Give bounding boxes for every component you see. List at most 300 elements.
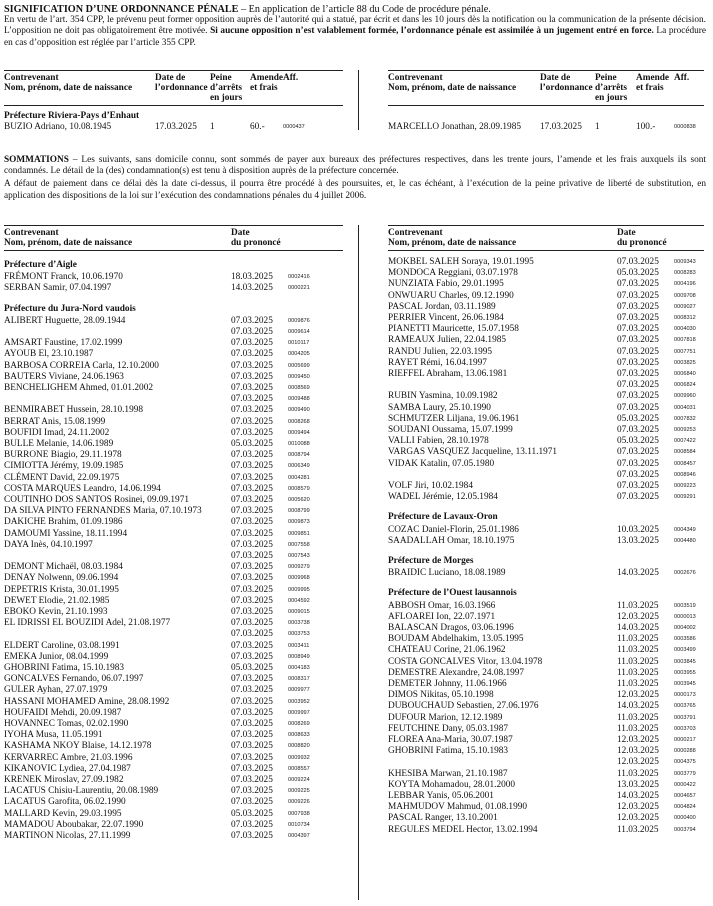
affaire-number: 0003779 [674, 770, 696, 777]
contrevenant-name: BOUDAM Abdelhakim, 13.05.1995 [388, 634, 524, 645]
affaire-number: 0004030 [674, 326, 696, 333]
hdr-date-2: l’ordonnance [155, 83, 208, 93]
contrevenant-name: DEMONT Michaël, 08.03.1984 [4, 562, 123, 573]
prononce-date: 07.03.2025 [617, 324, 659, 335]
prononce-date: 12.03.2025 [617, 611, 659, 622]
prononce-date: 07.03.2025 [617, 458, 659, 469]
prononce-date: 07.03.2025 [231, 562, 273, 573]
hdr-date-1: Date [617, 228, 636, 238]
affaire-number: 0004657 [674, 793, 696, 800]
prononce-dates [617, 701, 674, 712]
prononce-date: 07.03.2025 [617, 380, 659, 391]
prononce-date: 07.03.2025 [231, 394, 273, 405]
list-item [388, 313, 704, 324]
contrevenant-name: MARCELLO Jonathan, 28.09.1985 [388, 122, 521, 132]
prononce-date: 07.03.2025 [231, 629, 273, 640]
prononce-dates [617, 447, 674, 458]
prononce-date: 07.03.2025 [231, 506, 273, 517]
contrevenant-name: EMEKA Junior, 08.04.1999 [4, 651, 109, 662]
prononce-dates [231, 719, 288, 730]
prononce-date: 07.03.2025 [617, 279, 659, 290]
list-item [388, 634, 704, 645]
prononce-date: 07.03.2025 [617, 346, 659, 357]
contrevenant-name: DEMETER Johnny, 11.06.1966 [388, 679, 507, 690]
prononce-dates [617, 568, 674, 579]
list-item [388, 436, 704, 447]
prononce-dates [231, 730, 288, 741]
prononce-dates [617, 436, 674, 447]
affaire-number: 0009960 [674, 393, 696, 400]
prononce-dates [617, 291, 674, 302]
contrevenant-name: KRENEK Miroslav, 27.09.1982 [4, 775, 124, 786]
prononce-date: 12.03.2025 [617, 746, 659, 757]
list-item [4, 663, 343, 674]
prononce-date: 14.03.2025 [617, 791, 659, 802]
list-item [388, 690, 704, 701]
list-item [4, 316, 343, 338]
prononce-date: 18.03.2025 [231, 272, 273, 283]
list-item [4, 272, 343, 283]
contrevenant-name: NUNZIATA Fabio, 29.01.1995 [388, 279, 504, 290]
list-item [4, 517, 343, 528]
contrevenant-name: RAMEAUX Julien, 22.04.1985 [388, 335, 507, 346]
affaire-number: 0004480 [674, 537, 696, 544]
list-item [4, 529, 343, 540]
prononce-dates [231, 618, 288, 640]
affaire-number: 0002416 [288, 274, 310, 281]
sommations-paragraph-2: A défaut de paiement dans ce délai dès la date ci-dessus, il pourra être procédé à des poursuites, et, le cas échéant, à l’exécution de la peine privative de liberté de substitution, en application des dispositions de la loi sur l’exécution des condamnations pénales du 4 juillet 2006. [4, 179, 706, 201]
prononce-dates [231, 596, 288, 607]
hdr-peine-2: d’arrêts [210, 83, 243, 93]
ordonnance-table-right [388, 70, 704, 133]
contrevenant-name: MAMADOU Aboubakar, 22.07.1990 [4, 819, 144, 830]
affaire-number: 0008268 [288, 418, 310, 425]
affaire-number: 0009851 [288, 530, 310, 537]
prononce-dates [617, 302, 674, 313]
affaire-number: 0007558 [288, 541, 310, 548]
affaire-numbers [674, 791, 704, 802]
prononce-date: 07.03.2025 [231, 573, 273, 584]
para-tail: La procédure en cas d’opposition est réglée par l’article 355 CPP. [4, 26, 706, 48]
affaire-number: 0009226 [288, 799, 310, 806]
list-item [4, 506, 343, 517]
sommations-list-left [4, 225, 343, 842]
affaire-number: 0009253 [674, 427, 696, 434]
prononce-dates [231, 831, 288, 842]
contrevenant-name: CHATEAU Corine, 21.06.1962 [388, 645, 506, 656]
affaire-numbers [674, 313, 704, 324]
prononce-date: 07.03.2025 [617, 335, 659, 346]
affaire-numbers [288, 820, 338, 831]
affaire-number: 0009224 [288, 777, 310, 784]
prononce-date: 10.03.2025 [617, 524, 659, 535]
prononce-date: 12.03.2025 [617, 813, 659, 824]
hdr-contrevenant: Contrevenant [388, 73, 443, 83]
prononce-dates [231, 361, 288, 372]
affaire-number: 0003794 [674, 826, 696, 833]
prononce-date: 07.03.2025 [617, 402, 659, 413]
list-item [388, 481, 704, 492]
list-item [388, 369, 704, 391]
list-item [388, 769, 704, 780]
list-item [4, 708, 343, 719]
contrevenant-name: KIKANOVIC Lydiea, 27.04.1987 [4, 763, 131, 774]
affaire-numbers [288, 338, 338, 349]
prononce-date: 07.03.2025 [231, 775, 273, 786]
list-item [4, 573, 343, 584]
list-item [388, 268, 704, 279]
list-item [4, 361, 343, 372]
prononce-date: 05.03.2025 [231, 438, 273, 449]
prononce-date: 05.03.2025 [617, 268, 659, 279]
contrevenant-name: COSTA GONCALVES Vitor, 13.04.1978 [388, 656, 543, 667]
affaire-number: 0009015 [288, 609, 310, 615]
affaire-number: 0004281 [288, 474, 310, 481]
contrevenant-name: BALASCAN Dragos, 03.06.1996 [388, 623, 514, 634]
prononce-date: 07.03.2025 [231, 551, 273, 561]
contrevenant-name: DA SILVA PINTO FERNANDES Maria, 07.10.1973 [4, 506, 202, 517]
section-heading: Préfecture de Lavaux-Oron [388, 512, 498, 523]
prononce-dates [231, 573, 288, 584]
hdr-name: Nom, prénom, date de naissance [4, 238, 133, 248]
contrevenant-name: PIANETTI Mauricette, 15.07.1958 [388, 324, 519, 335]
prononce-dates [231, 349, 288, 360]
affaire-number: 0007818 [674, 337, 696, 344]
contrevenant-name: GONCALVES Fernando, 06.07.1997 [4, 674, 144, 685]
affaire-numbers [288, 417, 338, 428]
prononce-dates [617, 645, 674, 656]
affaire-numbers [674, 268, 704, 279]
ordonnance-header-right [388, 70, 704, 106]
prononce-date: 12.03.2025 [617, 757, 659, 768]
affaire-numbers [674, 459, 704, 481]
list-item [388, 724, 704, 735]
affaire-number: 0003499 [674, 647, 696, 654]
list-item [4, 372, 343, 383]
affaire-number: 0009876 [288, 317, 310, 324]
affaire-numbers [674, 291, 704, 302]
prononce-date: 07.03.2025 [231, 730, 273, 741]
affaire-number: 0007543 [288, 553, 310, 559]
affaire-number: 0007832 [674, 415, 696, 422]
column-divider-top [358, 70, 359, 130]
hdr-date-1: Date de [540, 73, 571, 83]
affaire-numbers [674, 536, 704, 547]
prononce-dates [617, 713, 674, 724]
affaire-number: 0003955 [674, 669, 696, 676]
affaire-numbers [674, 690, 704, 701]
affaire-numbers [674, 492, 704, 503]
prononce-dates [617, 324, 674, 335]
affaire-number: 0006840 [674, 371, 696, 378]
affaire-numbers [288, 506, 338, 517]
affaire-numbers [674, 391, 704, 402]
affaire-number: 0006824 [674, 382, 696, 389]
affaire-number: 0008312 [674, 315, 696, 322]
list-item [388, 668, 704, 679]
affaire-numbers [674, 335, 704, 346]
prononce-date: 07.03.2025 [231, 371, 273, 382]
affaire-numbers [674, 414, 704, 425]
list-item [388, 291, 704, 302]
prononce-date: 07.03.2025 [231, 360, 273, 371]
affaire-number: 0000217 [674, 737, 696, 744]
left-entries [4, 260, 343, 842]
prononce-dates [617, 347, 674, 358]
hdr-peine-1: Peine [595, 73, 617, 83]
prononce-dates [231, 685, 288, 696]
prononce-dates [231, 641, 288, 652]
contrevenant-name: WADEL Jérémie, 12.05.1984 [388, 492, 498, 503]
affaire-number: 0000400 [674, 815, 696, 822]
affaire-numbers [674, 481, 704, 492]
contrevenant-name: ELDERT Caroline, 03.08.1991 [4, 640, 120, 651]
affaire-number: 0009968 [288, 575, 310, 582]
list-item [4, 831, 343, 842]
list-item [388, 425, 704, 436]
contrevenant-name: DENAY Nolwenn, 09.06.1994 [4, 573, 119, 584]
prononce-dates [231, 809, 288, 820]
contrevenant-name: PASCAL Jordan, 03.11.1989 [388, 301, 496, 312]
prononce-date: 11.03.2025 [617, 645, 659, 656]
sommations-title: SOMMATIONS [4, 155, 69, 165]
prononce-dates [231, 428, 288, 439]
prononce-dates [617, 769, 674, 780]
prononce-date: 07.03.2025 [231, 707, 273, 718]
contrevenant-name: PERRIER Vincent, 26.06.1984 [388, 313, 504, 324]
prononce-dates [231, 517, 288, 528]
contrevenant-name: REGULES MEDEL Hector, 13.02.1994 [388, 824, 538, 835]
list-item [4, 607, 343, 618]
contrevenant-name: SCHMUTZER Liljana, 19.06.1961 [388, 413, 520, 424]
list-item [4, 775, 343, 786]
contrevenant-name: COZAC Daniel-Florin, 25.01.1986 [388, 524, 519, 535]
affaire-numbers [674, 601, 704, 612]
prononce-dates [231, 495, 288, 506]
affaire-numbers [674, 612, 704, 623]
list-item [388, 447, 704, 458]
prononce-dates [617, 525, 674, 536]
hdr-date-1: Date [231, 228, 250, 238]
affaire-number: 0009488 [288, 396, 310, 403]
prononce-date: 14.03.2025 [617, 701, 659, 712]
affaire-numbers [288, 372, 338, 383]
prononce-date: 07.03.2025 [231, 819, 273, 830]
contrevenant-name: DAYA Inès, 04.10.1997 [4, 539, 93, 550]
affaire-number: 0009291 [674, 494, 696, 501]
prononce-date: 07.03.2025 [231, 349, 273, 360]
affaire-number: 0003586 [674, 636, 696, 643]
prononce-date: 13.03.2025 [617, 535, 659, 546]
affaire-number: 0010088 [288, 440, 310, 447]
contrevenant-name: MARTINON Nicolas, 27.11.1999 [4, 831, 131, 842]
prononce-date: 07.03.2025 [231, 719, 273, 729]
contrevenant-name: RIEFFEL Abraham, 13.06.1981 [388, 369, 508, 380]
affaire-numbers [288, 618, 338, 640]
contrevenant-name: EL IDRISSI EL BOUZIDI Adel, 21.08.1977 [4, 618, 171, 629]
contrevenant-name: GULER Ayhan, 27.07.1979 [4, 685, 108, 696]
prononce-dates [617, 459, 674, 481]
contrevenant-name: BURRONE Biagio, 29.11.1978 [4, 450, 122, 461]
affaire-number: 0003825 [674, 359, 696, 366]
affaire-numbers [288, 450, 338, 461]
list-item [388, 257, 704, 268]
list-item [388, 825, 704, 836]
affaire-numbers [288, 764, 338, 775]
affaire-numbers [288, 663, 338, 674]
list-item [388, 358, 704, 369]
list-item [4, 797, 343, 808]
list-item [388, 459, 704, 481]
hdr-peine-3: en jours [595, 93, 628, 103]
affaire-number: 0004205 [288, 351, 310, 358]
prononce-dates [617, 279, 674, 290]
affaire-numbers [288, 708, 338, 719]
affaire-number: 0009708 [674, 292, 696, 299]
prononce-date: 07.03.2025 [231, 338, 273, 349]
affaire-numbers [674, 447, 704, 458]
prononce-dates [231, 272, 288, 283]
affaire-number: 0005620 [288, 497, 310, 503]
affaire-number: 0008946 [674, 471, 696, 478]
contrevenant-name: BENMIRABET Hussein, 28.10.1998 [4, 405, 144, 416]
contrevenant-name: COSTA MARQUES Leandro, 14.06.1994 [4, 483, 161, 494]
prononce-date: 07.03.2025 [231, 741, 273, 752]
contrevenant-name: BUZIO Adriano, 10.08.1945 [4, 122, 112, 133]
affaire-number: 0009490 [288, 407, 310, 414]
contrevenant-name: HASSANI MOHAMED Amine, 28.08.1992 [4, 696, 170, 707]
list-item [388, 713, 704, 724]
prononce-dates [617, 391, 674, 402]
prononce-dates [231, 820, 288, 831]
contrevenant-name: RAYET Rémi, 16.04.1997 [388, 357, 487, 368]
prononce-dates [617, 668, 674, 679]
sommations-paragraph-1 [4, 155, 706, 177]
prononce-dates [617, 369, 674, 391]
affaire-number: 0008557 [288, 765, 310, 772]
list-item [4, 697, 343, 708]
list-item [4, 562, 343, 573]
list-item [4, 641, 343, 652]
hdr-contrevenant: Contrevenant [388, 228, 443, 238]
affaire-numbers [288, 529, 338, 540]
affaire-numbers [288, 809, 338, 820]
affaire-numbers [674, 735, 704, 746]
affaire-number: 0004397 [288, 833, 310, 840]
prononce-date: 07.03.2025 [231, 528, 273, 539]
contrevenant-name: GHOBRINI Fatima, 15.10.1983 [388, 746, 509, 757]
list-item [4, 786, 343, 797]
contrevenant-name: KOYTA Mohamadou, 28.01.2000 [388, 779, 516, 790]
prononce-date: 11.03.2025 [617, 824, 659, 835]
sommations-list-right [388, 225, 704, 836]
contrevenant-name: COUTINHO DOS SANTOS Rosinei, 09.09.1971 [4, 495, 190, 505]
hdr-aff: Aff. [283, 73, 299, 83]
prononce-date: 07.03.2025 [231, 651, 273, 662]
prononce-date: 07.03.2025 [617, 391, 659, 402]
affaire-number: 0009343 [674, 259, 696, 265]
affaire-numbers [674, 679, 704, 690]
affaire-number: 0008820 [288, 743, 310, 750]
affaire-number: 0008579 [288, 485, 310, 492]
contrevenant-name: BULLE Melanie, 14.06.1989 [4, 438, 114, 449]
prononce-date: 07.03.2025 [617, 357, 659, 368]
affaire-number: 0003519 [674, 602, 696, 609]
affaire-number: 0008457 [674, 460, 696, 467]
contrevenant-name: DAKICHE Brahim, 01.09.1986 [4, 517, 123, 528]
affaire-numbers [674, 802, 704, 813]
contrevenant-name: ABBOSH Omar, 16.03.1966 [388, 600, 496, 611]
prononce-date: 14.03.2025 [617, 568, 659, 579]
hdr-peine-2: d’arrêts [595, 83, 628, 93]
list-item [4, 283, 343, 294]
prononce-date: 07.03.2025 [231, 584, 273, 595]
section-heading: Préfecture de Morges [388, 556, 474, 567]
contrevenant-name: FEUTCHINE Dany, 05.03.1987 [388, 723, 508, 734]
affaire-number: 0004375 [674, 759, 696, 766]
prononce-date: 12.03.2025 [617, 690, 659, 701]
prononce-date: 07.03.2025 [231, 483, 273, 494]
contrevenant-name: VIDAK Katalin, 07.05.1980 [388, 458, 495, 469]
prononce-dates [231, 607, 288, 618]
sommations-header-left [4, 225, 343, 251]
affaire-number: 0006349 [288, 463, 310, 470]
contrevenant-name: AMSART Faustine, 17.02.1999 [4, 338, 123, 349]
affaire-numbers [288, 517, 338, 528]
affaire-numbers [288, 484, 338, 495]
affaire-number: 0007751 [674, 348, 696, 355]
affaire-number: 0007938 [288, 810, 310, 817]
contrevenant-name: HOVANNEC Tomas, 02.02.1990 [4, 719, 129, 729]
affaire-number: 0005699 [288, 362, 310, 369]
prononce-dates [617, 623, 674, 634]
affaire-number: 0009614 [288, 329, 310, 335]
prononce-dates [617, 735, 674, 746]
prononce-dates [231, 506, 288, 517]
prononce-dates [231, 797, 288, 808]
sommations-header-right [388, 225, 704, 251]
affaire-numbers [288, 272, 338, 283]
list-item [4, 338, 343, 349]
peine-jours: 1 [210, 122, 215, 133]
prononce-dates [231, 484, 288, 495]
affaire-numbers [288, 697, 338, 708]
affaire-numbers [288, 439, 338, 450]
list-item [4, 540, 343, 562]
affaire-number: 0010117 [288, 340, 310, 347]
sommations-text-1: – Les suivants, sans domicile connu, sont sommés de payer aux bureaux des préfectures respectives, dans les trente jours, l’amende et les frais auxquels ils sont condamnés. Le détail de la (des) condamnation(s) est tenu à disposition auprès de la préfecture concernée. [4, 155, 706, 177]
prononce-dates [231, 417, 288, 428]
affaire-number: 0009997 [288, 709, 310, 716]
prononce-date: 07.03.2025 [617, 313, 659, 324]
affaire-number: 0009279 [288, 564, 310, 571]
prononce-dates [231, 775, 288, 786]
prononce-date: 07.03.2025 [231, 618, 273, 629]
hdr-peine-3: en jours [210, 93, 243, 103]
para-bold: Si aucune opposition n’est valablement formée, l’ordonnance pénale est assimilée à un jugement entré en force. [210, 26, 654, 37]
affaire-numbers [288, 596, 338, 607]
affaire-numbers [288, 674, 338, 685]
list-item [388, 302, 704, 313]
contrevenant-name: EBOKO Kevin, 21.10.1993 [4, 607, 108, 617]
affaire-numbers [674, 425, 704, 436]
affaire-number: 0008949 [288, 653, 310, 660]
prononce-date: 07.03.2025 [231, 327, 273, 337]
affaire-number: 0008633 [288, 732, 310, 739]
affaire-numbers [674, 324, 704, 335]
list-item [388, 391, 704, 402]
amende: 60.- [250, 122, 265, 133]
